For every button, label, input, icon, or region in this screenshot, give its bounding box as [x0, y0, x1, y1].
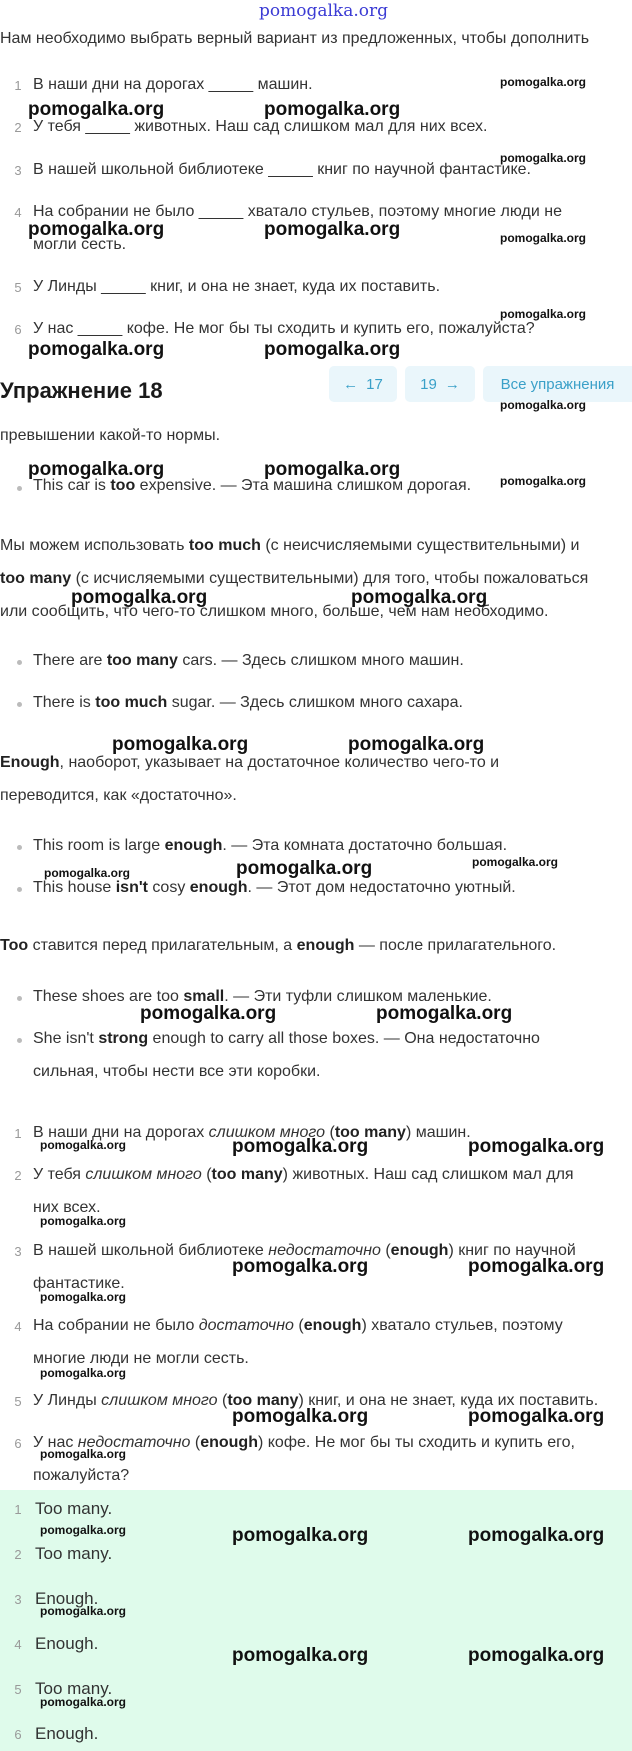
watermark: pomogalka.org: [500, 307, 587, 321]
bullet-icon: [17, 845, 22, 850]
theory-example: This house isn't cosy enough. — Этот дом недостаточно уютный.: [33, 879, 516, 896]
solution-item-cont: фантастике.: [33, 1275, 125, 1292]
task-number: 3: [14, 163, 22, 178]
theory-paragraph: превышении какой-то нормы.: [0, 427, 221, 444]
answer-number: 1: [14, 1502, 22, 1517]
bullet-icon: [17, 996, 22, 1001]
all-exercises-button[interactable]: Все упражнения: [483, 366, 632, 402]
watermark: pomogalka.org: [40, 1447, 127, 1461]
watermark: pomogalka.org: [351, 587, 488, 608]
watermark: pomogalka.org: [40, 1290, 127, 1304]
solution-number: 1: [14, 1126, 22, 1141]
watermark: pomogalka.org: [40, 1604, 127, 1618]
watermark: pomogalka.org: [71, 587, 208, 608]
theory-example: This room is large enough. — Эта комната достаточно большая.: [33, 837, 508, 854]
task-item: В наши дни на дорогах _____ машин.: [33, 76, 313, 93]
watermark: pomogalka.org: [232, 1525, 369, 1546]
watermark: pomogalka.org: [232, 1406, 369, 1427]
watermark: pomogalka.org: [40, 1214, 127, 1228]
watermark: pomogalka.org: [376, 1003, 513, 1024]
solution-item: У Линды слишком много (too many) книг, и она не знает, куда их поставить.: [33, 1392, 599, 1409]
theory-example-cont: сильная, чтобы нести все эти коробки.: [33, 1063, 321, 1080]
answer-item: Too many.: [35, 1544, 113, 1563]
bullet-icon: [17, 887, 22, 892]
watermark: pomogalka.org: [28, 339, 165, 360]
task-item-cont: могли сесть.: [33, 236, 127, 253]
site-watermark-top: pomogalka.org: [259, 1, 389, 21]
next-exercise-button[interactable]: [405, 366, 475, 402]
solution-number: 2: [14, 1168, 22, 1183]
watermark: pomogalka.org: [232, 1256, 369, 1277]
solution-item-cont: пожалуйста?: [33, 1467, 130, 1484]
bullet-icon: [17, 1038, 22, 1043]
watermark: pomogalka.org: [468, 1136, 605, 1157]
theory-paragraph: Enough, наоборот, указывает на достаточное количество чего-то и: [0, 754, 500, 771]
watermark: pomogalka.org: [236, 858, 373, 879]
answer-number: 5: [14, 1682, 22, 1697]
watermark: pomogalka.org: [40, 1366, 127, 1380]
watermark: pomogalka.org: [500, 398, 587, 412]
watermark: pomogalka.org: [500, 231, 587, 245]
arrow-left-icon: ←: [343, 375, 359, 393]
answer-number: 3: [14, 1592, 22, 1607]
answer-item: Enough.: [35, 1724, 99, 1743]
solution-item-cont: многие люди не могли сесть.: [33, 1350, 249, 1367]
theory-paragraph: переводится, как «достаточно».: [0, 787, 237, 804]
watermark: pomogalka.org: [500, 474, 587, 488]
arrow-right-icon: →: [444, 375, 460, 393]
watermark: pomogalka.org: [40, 1523, 127, 1537]
task-number: 6: [14, 322, 22, 337]
watermark: pomogalka.org: [44, 866, 131, 880]
watermark: pomogalka.org: [500, 75, 587, 89]
watermark: pomogalka.org: [28, 99, 165, 120]
solution-item: В наши дни на дорогах слишком много (too many) машин.: [33, 1124, 471, 1141]
watermark: pomogalka.org: [140, 1003, 277, 1024]
watermark: pomogalka.org: [472, 855, 559, 869]
solution-number: 4: [14, 1319, 22, 1334]
task-item: В нашей школьной библиотеке _____ книг по научной фантастике.: [33, 161, 531, 178]
task-intro: Нам необходимо выбрать верный вариант из предложенных, чтобы дополнить: [0, 30, 590, 47]
exercise-title: Упражнение 18: [0, 378, 163, 403]
theory-example: There are too many cars. — Здесь слишком много машин.: [33, 652, 464, 669]
theory-paragraph: Too ставится перед прилагательным, а enough — после прилагательного.: [0, 937, 557, 954]
task-number: 2: [14, 120, 22, 135]
bullet-icon: [17, 702, 22, 707]
task-item: На собрании не было _____ хватало стульев, поэтому многие люди не: [33, 203, 562, 220]
watermark: pomogalka.org: [40, 1138, 127, 1152]
answer-item: Enough.: [35, 1589, 99, 1608]
watermark: pomogalka.org: [468, 1406, 605, 1427]
bullet-icon: [17, 660, 22, 665]
answer-item: Too many.: [35, 1679, 113, 1698]
watermark: pomogalka.org: [468, 1645, 605, 1666]
theory-paragraph: Мы можем использовать too much (с неисчисляемыми существительными) и: [0, 537, 580, 554]
watermark: pomogalka.org: [264, 339, 401, 360]
watermark: pomogalka.org: [264, 459, 401, 480]
solution-item: В нашей школьной библиотеке недостаточно (enough) книг по научной: [33, 1242, 576, 1259]
answer-number: 4: [14, 1637, 22, 1652]
solution-number: 3: [14, 1244, 22, 1259]
solution-number: 6: [14, 1436, 22, 1451]
solution-item: У тебя слишком много (too many) животных. Наш сад слишком мал для: [33, 1166, 574, 1183]
watermark: pomogalka.org: [232, 1645, 369, 1666]
solution-item: На собрании не было достаточно (enough) хватало стульев, поэтому: [33, 1317, 563, 1334]
answer-number: 6: [14, 1727, 22, 1742]
task-number: 1: [14, 78, 22, 93]
watermark: pomogalka.org: [348, 734, 485, 755]
theory-example: She isn't strong enough to carry all those boxes. — Она недостаточно: [33, 1030, 540, 1047]
watermark: pomogalka.org: [500, 151, 587, 165]
theory-example: This car is too expensive. — Эта машина слишком дорогая.: [33, 477, 472, 494]
next-exercise-label: 19: [420, 375, 437, 393]
watermark: pomogalka.org: [468, 1256, 605, 1277]
watermark: pomogalka.org: [264, 219, 401, 240]
solution-item-cont: них всех.: [33, 1199, 101, 1216]
answer-number: 2: [14, 1547, 22, 1562]
watermark: pomogalka.org: [112, 734, 249, 755]
task-number: 5: [14, 280, 22, 295]
watermark: pomogalka.org: [232, 1136, 369, 1157]
prev-exercise-label: 17: [366, 375, 383, 393]
task-item: У тебя _____ животных. Наш сад слишком мал для них всех.: [33, 118, 488, 135]
solution-item: У нас недостаточно (enough) кофе. Не мог бы ты сходить и купить его,: [33, 1434, 575, 1451]
theory-paragraph: too many (с исчисляемыми существительными) для того, чтобы пожаловаться: [0, 570, 589, 587]
theory-example: There is too much sugar. — Здесь слишком много сахара.: [33, 694, 463, 711]
solution-number: 5: [14, 1394, 22, 1409]
watermark: pomogalka.org: [28, 459, 165, 480]
prev-exercise-button[interactable]: [329, 366, 397, 402]
bullet-icon: [17, 486, 22, 491]
watermark: pomogalka.org: [468, 1525, 605, 1546]
task-item: У нас _____ кофе. Не мог бы ты сходить и купить его, пожалуйста?: [33, 320, 535, 337]
answer-item: Too many.: [35, 1499, 113, 1518]
watermark: pomogalka.org: [264, 99, 401, 120]
task-item: У Линды _____ книг, и она не знает, куда их поставить.: [33, 278, 441, 295]
task-number: 4: [14, 205, 22, 220]
theory-example: These shoes are too small. — Эти туфли слишком маленькие.: [33, 988, 492, 1005]
watermark: pomogalka.org: [40, 1695, 127, 1709]
answer-item: Enough.: [35, 1634, 99, 1653]
theory-paragraph: или сообщить, что чего-то слишком много, больше, чем нам необходимо.: [0, 603, 549, 620]
watermark: pomogalka.org: [28, 219, 165, 240]
